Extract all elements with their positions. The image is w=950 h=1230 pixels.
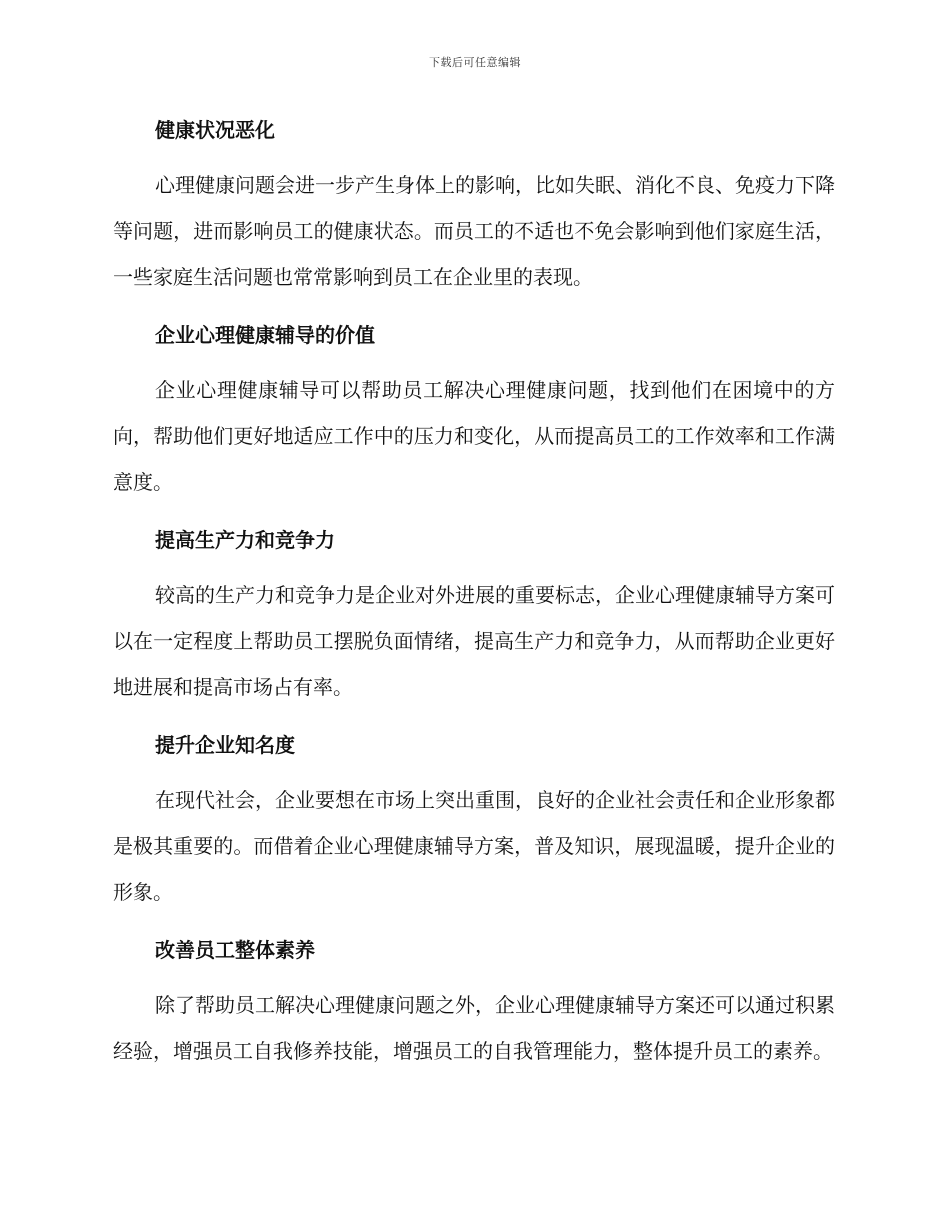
section-body-literacy: 除了帮助员工解决心理健康问题之外，企业心理健康辅导方案还可以通过积累经验，增强员工自我修养技能，增强员工的自我管理能力，整体提升员工的素养。 — [113, 993, 835, 1063]
section-heading-literacy: 改善员工整体素养 — [155, 938, 315, 962]
section-heading-productivity: 提高生产力和竞争力 — [155, 528, 335, 552]
header-note: 下载后可任意编辑 — [429, 56, 521, 69]
section-body-value: 企业心理健康辅导可以帮助员工解决心理健康问题，找到他们在困境中的方向，帮助他们更好地适应工作中的压力和变化，从而提高员工的工作效率和工作满意度。 — [113, 378, 835, 494]
section-body-reputation: 在现代社会，企业要想在市场上突出重围，良好的企业社会责任和企业形象都是极其重要的。而借着企业心理健康辅导方案，普及知识，展现温暖，提升企业的形象。 — [113, 788, 835, 904]
section-body-productivity: 较高的生产力和竞争力是企业对外进展的重要标志，企业心理健康辅导方案可以在一定程度上帮助员工摆脱负面情绪，提高生产力和竞争力，从而帮助企业更好地进展和提高市场占有率。 — [113, 583, 835, 699]
section-heading-reputation: 提升企业知名度 — [155, 733, 295, 757]
section-heading-health: 健康状况恶化 — [155, 118, 275, 142]
section-heading-value: 企业心理健康辅导的价值 — [155, 323, 375, 347]
section-body-health: 心理健康问题会进一步产生身体上的影响，比如失眠、消化不良、免疫力下降等问题，进而影响员工的健康状态。而员工的不适也不免会影响到他们家庭生活，一些家庭生活问题也常常影响到员工在企业里的表现。 — [113, 173, 835, 289]
document-content — [113, 112, 835, 1074]
